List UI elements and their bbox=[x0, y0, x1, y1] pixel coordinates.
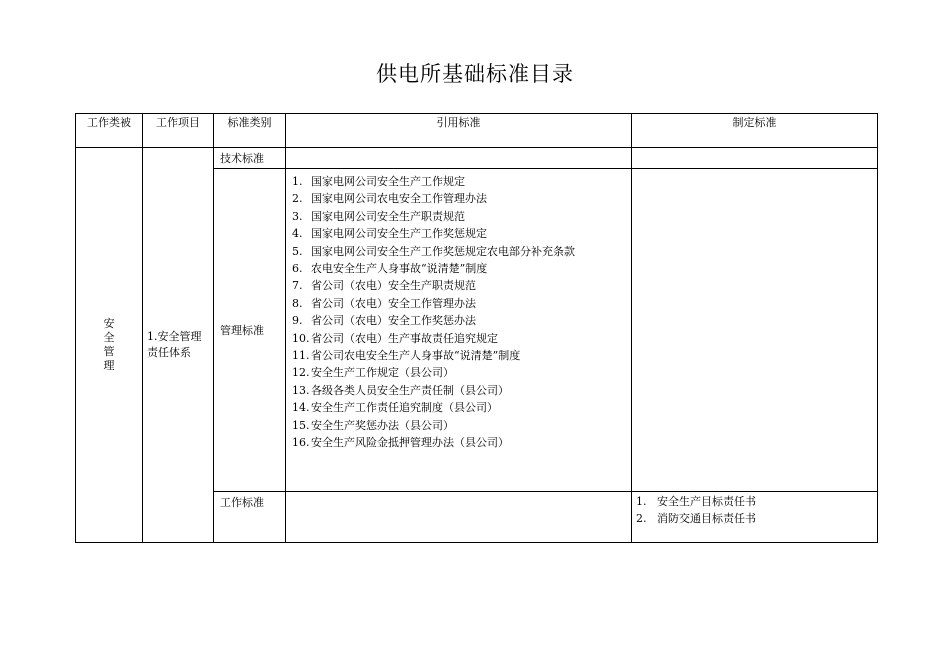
list-item-text: 安全生产目标责任书 bbox=[657, 495, 756, 508]
type-mgmt-cell bbox=[214, 169, 286, 492]
list-item-number: 14. bbox=[292, 401, 310, 415]
list-item-text: 消防交通目标责任书 bbox=[657, 512, 756, 526]
header-formulated-standards: 制定标准 bbox=[632, 114, 878, 148]
type-tech-cell bbox=[214, 148, 286, 169]
header-work-category: 工作类被 bbox=[76, 114, 143, 148]
work-refs-cell bbox=[286, 492, 632, 543]
list-item bbox=[292, 347, 631, 364]
list-item-text: 安全生产工作责任追究制度（县公司） bbox=[311, 401, 498, 415]
list-item-text: 省公司（农电）生产事故责任追究规定 bbox=[311, 331, 498, 345]
list-item bbox=[292, 382, 631, 399]
mgmt-refs-list bbox=[286, 169, 631, 452]
category-label: 安全管理 bbox=[103, 317, 115, 372]
list-item-text: 省公司（农电）安全工作管理办法 bbox=[311, 296, 476, 310]
list-item-text: 安全生产奖惩办法（县公司） bbox=[311, 418, 454, 432]
list-item-number: 5. bbox=[292, 244, 303, 258]
header-referenced-standards: 引用标准 bbox=[286, 114, 632, 148]
list-item-text: 安全生产风险金抵押管理办法（县公司） bbox=[311, 436, 509, 450]
list-item-text: 农电安全生产人身事故“说清楚”制度 bbox=[311, 262, 488, 276]
header-row bbox=[76, 114, 878, 148]
list-item-text: 国家电网公司农电安全工作管理办法 bbox=[311, 192, 487, 206]
list-item bbox=[292, 312, 631, 329]
tech-refs-cell bbox=[286, 148, 632, 169]
work-defs-cell bbox=[632, 492, 878, 543]
list-item-number: 10. bbox=[292, 331, 310, 345]
list-item-number: 4. bbox=[292, 227, 303, 241]
list-item bbox=[292, 295, 631, 312]
list-item bbox=[292, 208, 631, 225]
mgmt-refs-cell bbox=[286, 169, 632, 492]
list-item-text: 省公司（农电）安全工作奖惩办法 bbox=[311, 314, 476, 328]
list-item bbox=[292, 260, 631, 277]
list-item bbox=[636, 493, 877, 510]
document-title: 供电所基础标准目录 bbox=[376, 62, 574, 86]
list-item-number: 3. bbox=[292, 209, 303, 223]
list-item-number: 11. bbox=[292, 349, 310, 363]
list-item-number: 12. bbox=[292, 366, 310, 380]
list-item-text: 国家电网公司安全生产工作奖惩规定农电部分补充条款 bbox=[311, 244, 575, 258]
list-item-text: 省公司农电安全生产人身事故“说清楚”制度 bbox=[311, 349, 521, 363]
list-item-text: 各级各类人员安全生产责任制（县公司） bbox=[311, 383, 509, 397]
list-item bbox=[292, 173, 631, 190]
list-item bbox=[292, 225, 631, 242]
list-item bbox=[292, 434, 631, 451]
list-item-text: 省公司（农电）安全生产职责规范 bbox=[311, 279, 476, 293]
work-item-label: 1.安全管理责任体系 bbox=[147, 330, 202, 359]
list-item-text: 安全生产工作规定（县公司） bbox=[311, 366, 454, 380]
list-item-text: 国家电网公司安全生产职责规范 bbox=[311, 209, 465, 223]
header-work-item: 工作项目 bbox=[143, 114, 214, 148]
list-item-number: 1. bbox=[292, 175, 303, 188]
list-item-number: 16. bbox=[292, 436, 310, 450]
mgmt-defs-cell bbox=[632, 169, 878, 492]
category-cell bbox=[76, 148, 143, 543]
list-item bbox=[292, 399, 631, 416]
list-item-text: 国家电网公司安全生产工作规定 bbox=[311, 175, 465, 188]
list-item-number: 13. bbox=[292, 383, 310, 397]
list-item bbox=[292, 330, 631, 347]
list-item bbox=[292, 243, 631, 260]
list-item-number: 6. bbox=[292, 262, 303, 276]
header-standard-type: 标准类别 bbox=[214, 114, 286, 148]
list-item-number: 7. bbox=[292, 279, 303, 293]
work-item-cell bbox=[143, 148, 214, 543]
list-item bbox=[292, 190, 631, 207]
list-item bbox=[292, 364, 631, 381]
type-work-cell bbox=[214, 492, 286, 543]
list-item-number: 9. bbox=[292, 314, 303, 328]
type-work-label: 工作标准 bbox=[220, 496, 264, 509]
list-item-number: 8. bbox=[292, 296, 303, 310]
standards-table bbox=[75, 113, 878, 543]
type-mgmt-label: 管理标准 bbox=[220, 324, 264, 337]
list-item-text: 国家电网公司安全生产工作奖惩规定 bbox=[311, 227, 487, 241]
type-tech-label: 技术标准 bbox=[220, 152, 264, 165]
list-item bbox=[292, 277, 631, 294]
list-item bbox=[636, 510, 877, 527]
tech-defs-cell bbox=[632, 148, 878, 169]
list-item-number: 15. bbox=[292, 418, 310, 432]
work-defs-list bbox=[632, 492, 877, 528]
list-item bbox=[292, 417, 631, 434]
list-item-number: 2. bbox=[636, 512, 647, 526]
list-item-number: 1. bbox=[636, 495, 647, 508]
table-row-tech bbox=[76, 148, 878, 169]
list-item-number: 2. bbox=[292, 192, 303, 206]
